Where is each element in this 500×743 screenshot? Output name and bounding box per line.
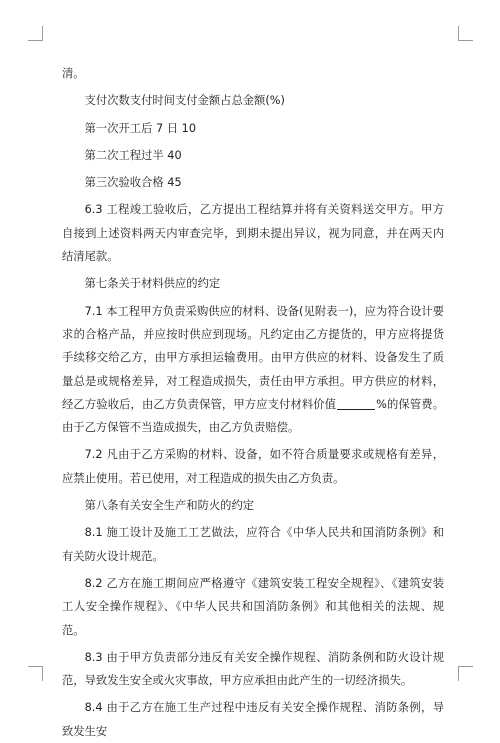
payment-row-3: 第三次验收合格 45 [84, 176, 182, 190]
clause-7-1 [62, 300, 444, 440]
crop-mark-bottom-right [458, 666, 473, 681]
crop-mark-top-right [458, 26, 473, 41]
article-8-heading: 第八条有关安全生产和防火的约定 [84, 499, 255, 513]
clause-8-2: 8.2 乙方在施工期间应严格遵守《建筑安装工程安全规程》、《建筑安装工人安全操作规程》、《中华人民共和国消防条例》和其他相关的法规、规范。 [62, 576, 444, 637]
clause-7-2: 7.2 凡由于乙方采购的材料、设备，如不符合质量要求或规格有差异，应禁止使用。若已使用，对工程造成的损失由乙方负责。 [62, 448, 444, 485]
clause-8-4: 8.4 由于乙方在施工生产过程中违反有关安全操作规程、消防条例，导致发生安 [62, 701, 444, 738]
clause-8-1: 8.1 施工设计及施工工艺做法，应符合《中华人民共和国消防条例》和有关防火设计规范。 [62, 526, 444, 563]
payment-row-2: 第二次工程过半 40 [84, 148, 182, 162]
crop-mark-bottom-left [28, 666, 43, 681]
article-7-heading: 第七条关于材料供应的约定 [84, 277, 221, 291]
payment-row-1: 第一次开工后 7 日 10 [84, 121, 197, 135]
fill-in-blank [337, 397, 375, 410]
paragraph-continuation: 清。 [62, 67, 85, 80]
clause-8-3: 8.3 由于甲方负责部分违反有关安全操作规程、消防条例和防火设计规范，导致发生安全或火灾事故，甲方应承担由此产生的一切经济损失。 [62, 650, 444, 688]
payment-table-header: 支付次数支付时间支付金额占总金额(%) [84, 94, 285, 108]
document-body [62, 62, 444, 743]
clause-7-1-text-end: %的保管费。由于乙方保管不当造成损失，由乙方负责赔偿。 [62, 397, 444, 435]
clause-7-1-text: 7.1 本工程甲方负责采购供应的材料、设备(见附表一)，应为符合设计要求的合格产品，并应按时供应到现场。凡约定由乙方提货的，甲方应将提货手续移交给乙方，由甲方承担运输费用。由甲方供应的材料、设备发生了质量总是或规格差异，对工程造成损失，责任由甲方承担。甲方供应的材料，经乙方验收后，由乙方负责保管，甲方应支付材料价值 [62, 304, 444, 411]
crop-mark-top-left [28, 26, 43, 41]
clause-6-3: 6.3 工程竣工验收后，乙方提出工程结算并将有关资料送交甲方。甲方自接到上述资料两天内审查完毕，到期未提出异议，视为同意，并在两天内结清尾款。 [62, 203, 444, 264]
